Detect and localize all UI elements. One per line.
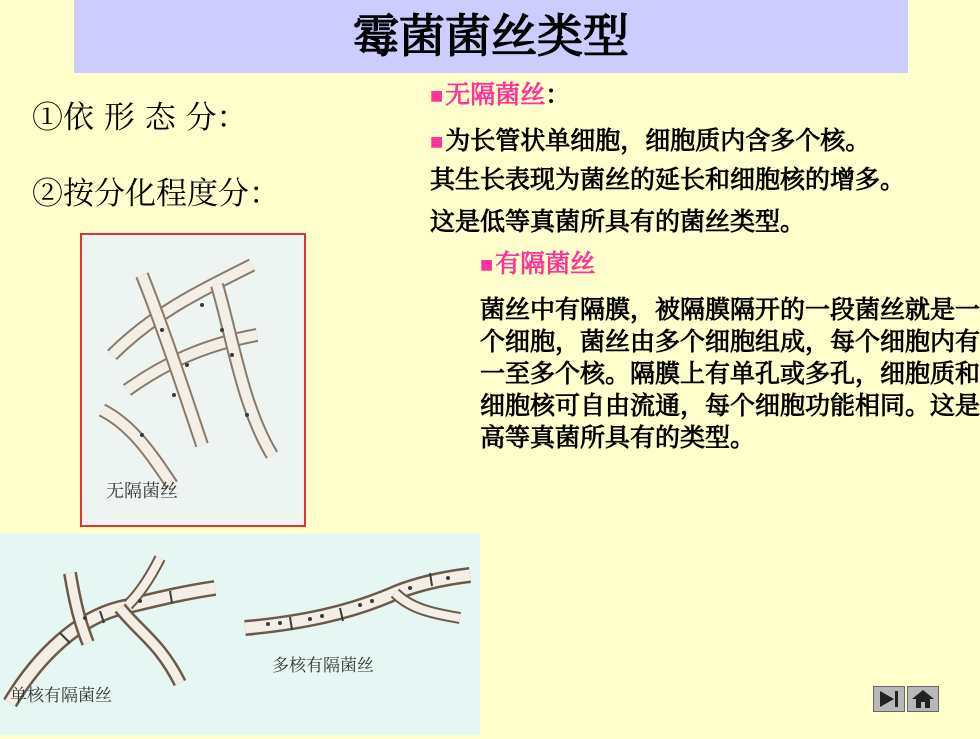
- play-next-icon[interactable]: [873, 686, 905, 712]
- aseptate-desc-2: 其生长表现为菌丝的延长和细胞核的增多。: [430, 164, 906, 194]
- aseptate-hyphae-figure: [80, 233, 306, 527]
- aseptate-desc-3: 这是低等真菌所具有的菌丝类型。: [430, 206, 806, 236]
- bullet-icon: ■: [430, 88, 444, 104]
- uninucleate-caption: 单核有隔菌丝: [10, 686, 112, 706]
- slide-title: 霉菌菌丝类型: [353, 9, 629, 63]
- septate-block: [430, 249, 978, 454]
- classification-by-morphology: ①依 形 态 分：: [32, 100, 248, 136]
- aseptate-caption: 无隔菌丝: [106, 481, 178, 502]
- classification-by-differentiation: ②按分化程度分：: [32, 176, 280, 212]
- aseptate-desc-1: ■为长管状单细胞，细胞质内含多个核。: [430, 126, 871, 155]
- multinucleate-caption: 多核有隔菌丝: [272, 656, 374, 676]
- home-icon[interactable]: [907, 686, 939, 712]
- septate-desc: 菌丝中有隔膜，被隔膜隔开的一段菌丝就是一个细胞，菌丝由多个细胞组成，每个细胞内有一至多个核。隔膜上有单孔或多孔，细胞质和细胞核可自由流通，每个细胞功能相同。这是高等真菌所具有的类型。: [480, 294, 980, 452]
- aseptate-heading: ■无隔菌丝：: [430, 80, 571, 109]
- slide-navigation: [873, 686, 941, 712]
- description-column: [430, 80, 978, 454]
- bullet-icon: ■: [480, 256, 494, 273]
- bullet-icon: ■: [430, 133, 444, 150]
- septate-hyphae-figure: [0, 533, 480, 735]
- septate-heading: ■有隔菌丝: [480, 248, 596, 278]
- title-bar: [74, 0, 908, 73]
